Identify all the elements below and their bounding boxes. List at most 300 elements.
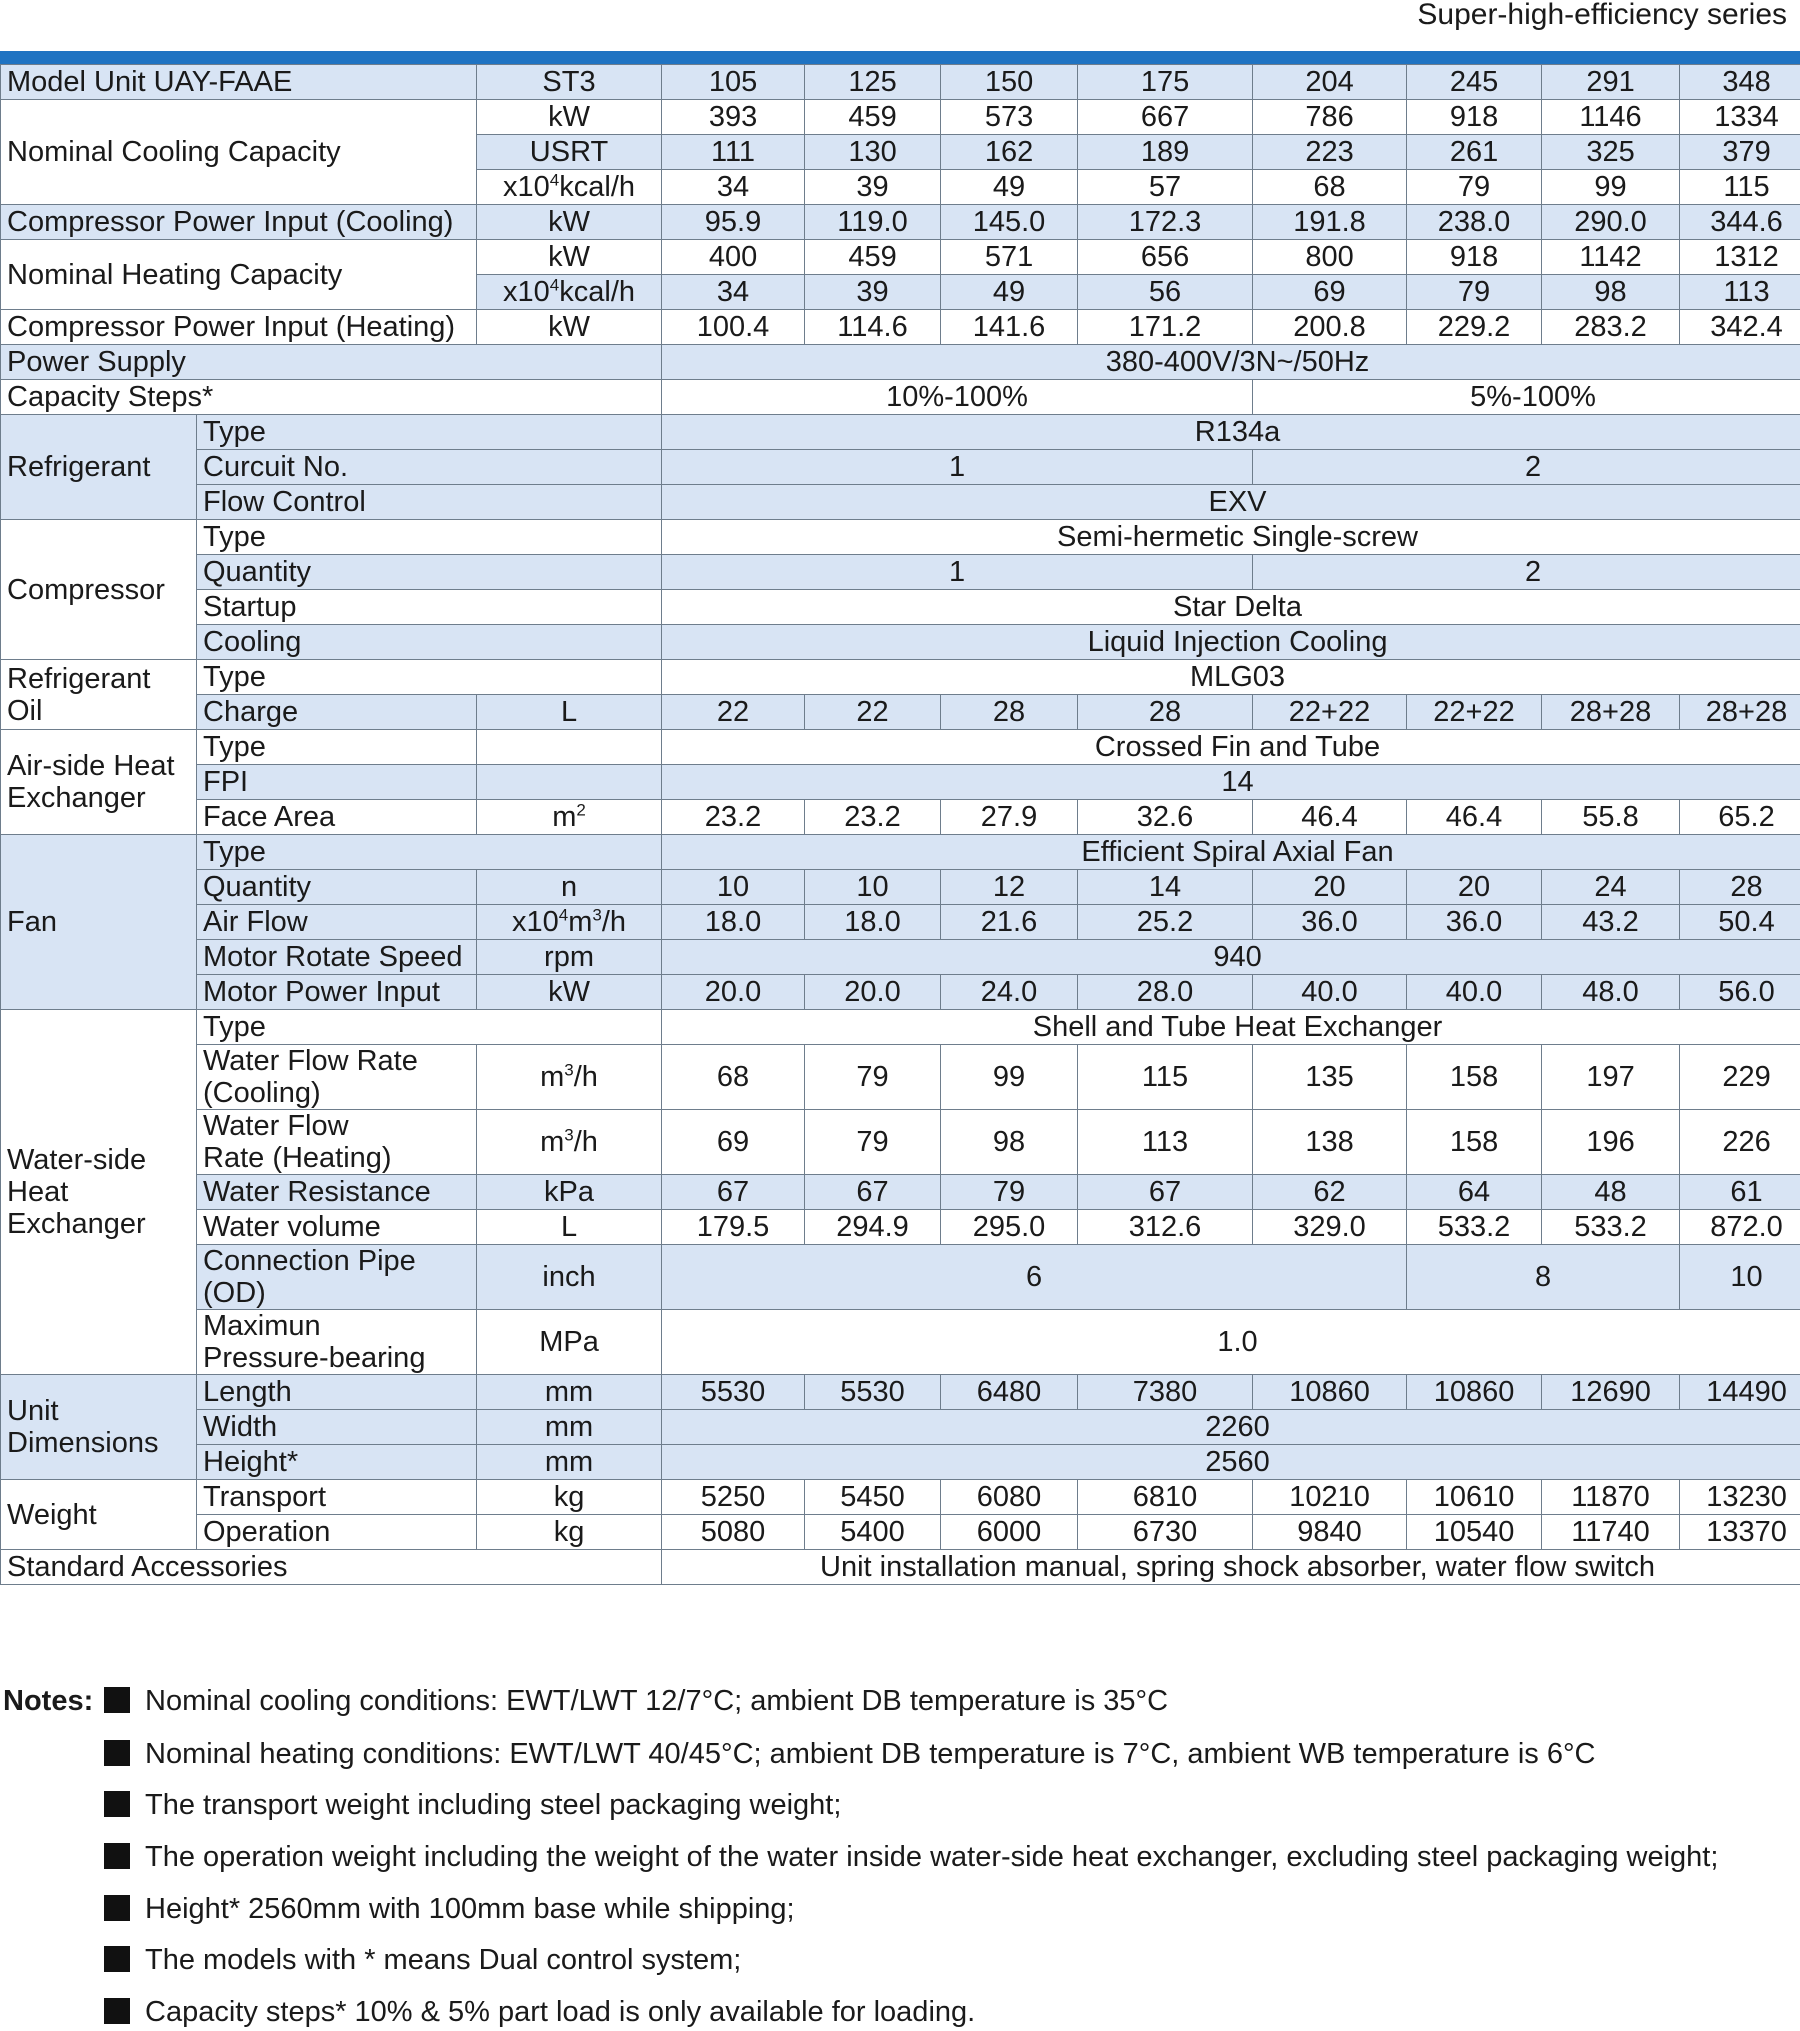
model-header: 204 — [1253, 65, 1407, 100]
value-cell: 5450 — [805, 1480, 941, 1515]
note-text: The models with * means Dual control system; — [145, 1944, 742, 1976]
value-cell: 8 — [1407, 1245, 1680, 1310]
unit-text: m — [552, 801, 577, 833]
value-cell: 325 — [1542, 135, 1680, 170]
unit-exponent: 3 — [564, 1060, 574, 1080]
value-cell: 24 — [1542, 870, 1680, 905]
value-cell: 283.2 — [1542, 310, 1680, 345]
table-row — [1, 485, 1800, 520]
sub-label: Quantity — [197, 870, 477, 905]
value-cell: 6810 — [1078, 1480, 1253, 1515]
value-cell: 10540 — [1407, 1515, 1542, 1550]
value-cell: 23.2 — [805, 800, 941, 835]
value-cell: 14 — [662, 765, 1800, 800]
unit-cell: kg — [477, 1515, 662, 1550]
bullet-square-icon — [104, 1843, 130, 1869]
sub-label — [197, 1045, 477, 1110]
notes-label: Notes: — [3, 1685, 94, 1717]
value-cell: 12690 — [1542, 1375, 1680, 1410]
value-cell: 918 — [1407, 240, 1542, 275]
value-cell: 573 — [941, 100, 1078, 135]
group-label — [1, 730, 197, 835]
row-label: Compressor Power Input (Heating) — [1, 310, 477, 345]
value-cell: 226 — [1680, 1110, 1800, 1175]
table-row — [1, 345, 1800, 380]
unit-cell: kW — [477, 240, 662, 275]
value-cell: 32.6 — [1078, 800, 1253, 835]
value-cell: 67 — [1078, 1175, 1253, 1210]
bullet-square-icon — [104, 1998, 130, 2024]
value-cell: 141.6 — [941, 310, 1078, 345]
value-cell: 5%-100% — [1253, 380, 1800, 415]
table-row — [1, 415, 1800, 450]
value-cell: 98 — [941, 1110, 1078, 1175]
value-cell: 7380 — [1078, 1375, 1253, 1410]
model-header: 175 — [1078, 65, 1253, 100]
table-row — [1, 765, 1800, 800]
label-line: Exchanger — [7, 1208, 146, 1240]
table-row — [1, 660, 1800, 695]
value-cell: 28+28 — [1680, 695, 1800, 730]
value-cell: 10 — [1680, 1245, 1800, 1310]
unit-cell: kW — [477, 975, 662, 1010]
value-cell: 40.0 — [1407, 975, 1542, 1010]
value-cell: 28 — [1680, 870, 1800, 905]
sub-label: Type — [197, 1010, 662, 1045]
table-row — [1, 240, 1800, 275]
value-cell: 79 — [1407, 275, 1542, 310]
table-row — [1, 1175, 1800, 1210]
value-cell: 24.0 — [941, 975, 1078, 1010]
value-cell: 12 — [941, 870, 1078, 905]
value-cell: 56.0 — [1680, 975, 1800, 1010]
unit-cell: kW — [477, 100, 662, 135]
value-cell: 34 — [662, 170, 805, 205]
group-label: Compressor — [1, 520, 197, 660]
value-cell: 459 — [805, 100, 941, 135]
value-cell: 1 — [662, 450, 1253, 485]
value-cell: 172.3 — [1078, 205, 1253, 240]
model-header: 150 — [941, 65, 1078, 100]
label-line: Dimensions — [7, 1427, 159, 1459]
table-row — [1, 1245, 1800, 1310]
sub-label: Length — [197, 1375, 477, 1410]
value-cell: 197 — [1542, 1045, 1680, 1110]
value-cell: 10860 — [1407, 1375, 1542, 1410]
unit-cell: inch — [477, 1245, 662, 1310]
value-cell: 9840 — [1253, 1515, 1407, 1550]
value-cell: 10%-100% — [662, 380, 1253, 415]
value-cell: 46.4 — [1253, 800, 1407, 835]
value-cell: 344.6 — [1680, 205, 1800, 240]
value-cell: 533.2 — [1407, 1210, 1542, 1245]
note-text: The transport weight including steel packaging weight; — [145, 1789, 842, 1821]
table-row — [1, 450, 1800, 485]
label-line: (OD) — [203, 1277, 266, 1309]
unit-cell — [477, 800, 662, 835]
value-cell: 223 — [1253, 135, 1407, 170]
value-cell: 68 — [1253, 170, 1407, 205]
value-cell: 342.4 — [1680, 310, 1800, 345]
unit-cell — [477, 1110, 662, 1175]
label-line: (Cooling) — [203, 1077, 321, 1109]
value-cell: 191.8 — [1253, 205, 1407, 240]
sub-label: Charge — [197, 695, 477, 730]
row-label: Compressor Power Input (Cooling) — [1, 205, 477, 240]
row-label: Standard Accessories — [1, 1550, 662, 1585]
value-cell: 22 — [805, 695, 941, 730]
table-row — [1, 1010, 1800, 1045]
value-cell: 571 — [941, 240, 1078, 275]
value-cell: 61 — [1680, 1175, 1800, 1210]
value-cell: 115 — [1680, 170, 1800, 205]
value-cell: 46.4 — [1407, 800, 1542, 835]
unit-exponent: 3 — [564, 1125, 574, 1145]
table-row — [1, 695, 1800, 730]
table-row — [1, 1045, 1800, 1110]
table-row — [1, 555, 1800, 590]
value-cell: 656 — [1078, 240, 1253, 275]
unit-text: m — [568, 906, 593, 938]
note-text: Capacity steps* 10% & 5% part load is only available for loading. — [145, 1996, 976, 2028]
value-cell: 22+22 — [1407, 695, 1542, 730]
value-cell: 200.8 — [1253, 310, 1407, 345]
sub-label: Cooling — [197, 625, 662, 660]
sub-label — [197, 1245, 477, 1310]
value-cell: 48 — [1542, 1175, 1680, 1210]
value-cell: 6480 — [941, 1375, 1078, 1410]
unit-cell: kW — [477, 310, 662, 345]
value-cell: 36.0 — [1253, 905, 1407, 940]
value-cell: 393 — [662, 100, 805, 135]
label-line: Water-side — [7, 1144, 147, 1176]
value-cell: 329.0 — [1253, 1210, 1407, 1245]
bullet-square-icon — [104, 1687, 130, 1713]
value-cell: Shell and Tube Heat Exchanger — [662, 1010, 1800, 1045]
value-cell: 79 — [941, 1175, 1078, 1210]
bullet-square-icon — [104, 1791, 130, 1817]
unit-cell: n — [477, 870, 662, 905]
unit-cell — [477, 905, 662, 940]
value-cell: 5080 — [662, 1515, 805, 1550]
unit-text: x10 — [503, 171, 550, 203]
header-bar — [0, 51, 1800, 64]
table-row — [1, 1550, 1800, 1585]
value-cell: 940 — [662, 940, 1800, 975]
row-label: Nominal Cooling Capacity — [1, 100, 477, 205]
unit-exponent: 3 — [592, 905, 602, 925]
value-cell: 18.0 — [662, 905, 805, 940]
value-cell: 2560 — [662, 1445, 1800, 1480]
value-cell: 55.8 — [1542, 800, 1680, 835]
label-line: Water Flow Rate — [203, 1045, 418, 1077]
group-label: Weight — [1, 1480, 197, 1550]
unit-exponent: 4 — [549, 275, 560, 295]
value-cell: 295.0 — [941, 1210, 1078, 1245]
table-row — [1, 1480, 1800, 1515]
sub-label: Air Flow — [197, 905, 477, 940]
value-cell: 113 — [1078, 1110, 1253, 1175]
table-row — [1, 205, 1800, 240]
value-cell: 68 — [662, 1045, 805, 1110]
model-header: 105 — [662, 65, 805, 100]
value-cell: 48.0 — [1542, 975, 1680, 1010]
value-cell: 2 — [1253, 450, 1800, 485]
sub-label: Type — [197, 835, 662, 870]
unit-cell: rpm — [477, 940, 662, 975]
table-row — [1, 310, 1800, 345]
unit-cell: kW — [477, 205, 662, 240]
label-line: Unit — [7, 1395, 59, 1427]
value-cell: 56 — [1078, 275, 1253, 310]
sub-label: Type — [197, 660, 662, 695]
value-cell: 62 — [1253, 1175, 1407, 1210]
value-cell: 312.6 — [1078, 1210, 1253, 1245]
value-cell: 28 — [941, 695, 1078, 730]
value-cell: Liquid Injection Cooling — [662, 625, 1800, 660]
value-cell: 22+22 — [1253, 695, 1407, 730]
sub-label: Height* — [197, 1445, 477, 1480]
table-row — [1, 835, 1800, 870]
value-cell: 171.2 — [1078, 310, 1253, 345]
value-cell: 6080 — [941, 1480, 1078, 1515]
sub-label: FPI — [197, 765, 477, 800]
model-header: 245 — [1407, 65, 1542, 100]
value-cell: 158 — [1407, 1045, 1542, 1110]
value-cell: 6730 — [1078, 1515, 1253, 1550]
value-cell: 229.2 — [1407, 310, 1542, 345]
value-cell: 189 — [1078, 135, 1253, 170]
spec-table — [0, 64, 1800, 1585]
value-cell: 238.0 — [1407, 205, 1542, 240]
sub-label: Flow Control — [197, 485, 662, 520]
group-label — [1, 1375, 197, 1480]
value-cell: 34 — [662, 275, 805, 310]
label-line: Rate (Heating) — [203, 1142, 392, 1174]
model-header: 348 — [1680, 65, 1800, 100]
value-cell: 23.2 — [662, 800, 805, 835]
value-cell: 11870 — [1542, 1480, 1680, 1515]
note-text: Nominal heating conditions: EWT/LWT 40/45°C; ambient DB temperature is 7°C, ambient WB temperature is 6°C — [145, 1738, 1596, 1770]
unit-text: /h — [573, 1061, 598, 1093]
label-line: Pressure-bearing — [203, 1342, 426, 1374]
value-cell: 39 — [805, 170, 941, 205]
unit-cell: kPa — [477, 1175, 662, 1210]
unit-cell: L — [477, 695, 662, 730]
value-cell: 800 — [1253, 240, 1407, 275]
sub-label: Water volume — [197, 1210, 477, 1245]
value-cell: 786 — [1253, 100, 1407, 135]
sub-label: Startup — [197, 590, 662, 625]
value-cell: 5250 — [662, 1480, 805, 1515]
value-cell: 1.0 — [662, 1310, 1800, 1375]
unit-text: kcal/h — [559, 276, 636, 308]
unit-text: /h — [573, 1126, 598, 1158]
value-cell: 13230 — [1680, 1480, 1800, 1515]
value-cell: 67 — [805, 1175, 941, 1210]
table-row — [1, 590, 1800, 625]
value-cell: 533.2 — [1542, 1210, 1680, 1245]
value-cell: Crossed Fin and Tube — [662, 730, 1800, 765]
unit-text: m — [540, 1061, 565, 1093]
sub-label: Operation — [197, 1515, 477, 1550]
table-row — [1, 1375, 1800, 1410]
value-cell: 1146 — [1542, 100, 1680, 135]
unit-text: x10 — [511, 906, 559, 938]
value-cell: EXV — [662, 485, 1800, 520]
unit-cell: kg — [477, 1480, 662, 1515]
series-title: Super-high-efficiency series — [1417, 0, 1787, 31]
value-cell: 119.0 — [805, 205, 941, 240]
table-row — [1, 940, 1800, 975]
value-cell: 1312 — [1680, 240, 1800, 275]
row-label: Capacity Steps* — [1, 380, 662, 415]
note-text: The operation weight including the weight of the water inside water-side heat exchanger, excluding steel packaging weight; — [145, 1841, 1719, 1873]
unit-cell: mm — [477, 1445, 662, 1480]
value-cell: 111 — [662, 135, 805, 170]
unit-cell — [477, 730, 662, 765]
value-cell: 1 — [662, 555, 1253, 590]
table-row — [1, 975, 1800, 1010]
value-cell: 79 — [805, 1110, 941, 1175]
value-cell: 379 — [1680, 135, 1800, 170]
row-label: Nominal Heating Capacity — [1, 240, 477, 310]
value-cell: 667 — [1078, 100, 1253, 135]
table-row — [1, 1310, 1800, 1375]
value-cell: 179.5 — [662, 1210, 805, 1245]
value-cell: 5530 — [805, 1375, 941, 1410]
model-label: Model Unit UAY-FAAE — [1, 65, 477, 100]
value-cell: 918 — [1407, 100, 1542, 135]
unit-text: m — [540, 1126, 565, 1158]
table-row — [1, 65, 1800, 100]
value-cell: 400 — [662, 240, 805, 275]
table-row — [1, 1515, 1800, 1550]
unit-exponent: 2 — [576, 800, 586, 820]
note-text: Nominal cooling conditions: EWT/LWT 12/7°C; ambient DB temperature is 35°C — [145, 1685, 1169, 1717]
value-cell: 14490 — [1680, 1375, 1800, 1410]
value-cell: 39 — [805, 275, 941, 310]
table-row — [1, 625, 1800, 660]
table-row — [1, 1210, 1800, 1245]
value-cell: Unit installation manual, spring shock absorber, water flow switch — [662, 1550, 1800, 1585]
sub-label: Motor Power Input — [197, 975, 477, 1010]
table-row — [1, 100, 1800, 135]
label-line: Air-side Heat — [7, 750, 175, 782]
sub-label: Motor Rotate Speed — [197, 940, 477, 975]
model-header: 125 — [805, 65, 941, 100]
label-line: Exchanger — [7, 782, 146, 814]
value-cell: 11740 — [1542, 1515, 1680, 1550]
value-cell: 28+28 — [1542, 695, 1680, 730]
value-cell: R134a — [662, 415, 1800, 450]
value-cell: 2 — [1253, 555, 1800, 590]
value-cell: 229 — [1680, 1045, 1800, 1110]
table-row — [1, 1445, 1800, 1480]
value-cell: Semi-hermetic Single-screw — [662, 520, 1800, 555]
table-row — [1, 1110, 1800, 1175]
group-label — [1, 1010, 197, 1375]
group-label — [1, 660, 197, 730]
unit-cell: L — [477, 1210, 662, 1245]
value-cell: 28.0 — [1078, 975, 1253, 1010]
value-cell: 113 — [1680, 275, 1800, 310]
value-cell: 21.6 — [941, 905, 1078, 940]
unit-exponent: 4 — [549, 170, 560, 190]
value-cell: 261 — [1407, 135, 1542, 170]
unit-text: kcal/h — [559, 171, 636, 203]
value-cell: 130 — [805, 135, 941, 170]
table-row — [1, 905, 1800, 940]
value-cell: 380-400V/3N~/50Hz — [662, 345, 1800, 380]
sub-label — [197, 1310, 477, 1375]
value-cell: 40.0 — [1253, 975, 1407, 1010]
value-cell: 14 — [1078, 870, 1253, 905]
value-cell: 25.2 — [1078, 905, 1253, 940]
value-cell: Star Delta — [662, 590, 1800, 625]
value-cell: 162 — [941, 135, 1078, 170]
value-cell: 20 — [1253, 870, 1407, 905]
unit-cell — [477, 765, 662, 800]
value-cell: 28 — [1078, 695, 1253, 730]
value-cell: 6000 — [941, 1515, 1078, 1550]
value-cell: 5400 — [805, 1515, 941, 1550]
sub-label: Quantity — [197, 555, 662, 590]
sub-label: Face Area — [197, 800, 477, 835]
value-cell: 69 — [1253, 275, 1407, 310]
unit-text: x10 — [503, 276, 550, 308]
bullet-square-icon — [104, 1740, 130, 1766]
sub-label: Curcuit No. — [197, 450, 662, 485]
value-cell: 69 — [662, 1110, 805, 1175]
label-line: Connection Pipe — [203, 1245, 416, 1277]
value-cell: 872.0 — [1680, 1210, 1800, 1245]
value-cell: 20.0 — [662, 975, 805, 1010]
table-row — [1, 800, 1800, 835]
group-label: Fan — [1, 835, 197, 1010]
sub-label — [197, 1110, 477, 1175]
value-cell: 67 — [662, 1175, 805, 1210]
value-cell: 49 — [941, 275, 1078, 310]
group-label: Refrigerant — [1, 415, 197, 520]
value-cell: 50.4 — [1680, 905, 1800, 940]
table-row — [1, 730, 1800, 765]
value-cell: 13370 — [1680, 1515, 1800, 1550]
value-cell: 290.0 — [1542, 205, 1680, 240]
value-cell: 138 — [1253, 1110, 1407, 1175]
bullet-square-icon — [104, 1895, 130, 1921]
table-row — [1, 1410, 1800, 1445]
table-row — [1, 380, 1800, 415]
value-cell: 294.9 — [805, 1210, 941, 1245]
sub-label: Width — [197, 1410, 477, 1445]
value-cell: 10 — [805, 870, 941, 905]
model-unit: ST3 — [477, 65, 662, 100]
value-cell: 79 — [1407, 170, 1542, 205]
value-cell: MLG03 — [662, 660, 1800, 695]
value-cell: 196 — [1542, 1110, 1680, 1175]
sub-label: Transport — [197, 1480, 477, 1515]
sub-label: Type — [197, 415, 662, 450]
value-cell: 99 — [1542, 170, 1680, 205]
value-cell: 79 — [805, 1045, 941, 1110]
value-cell: Efficient Spiral Axial Fan — [662, 835, 1800, 870]
value-cell: 95.9 — [662, 205, 805, 240]
value-cell: 64 — [1407, 1175, 1542, 1210]
value-cell: 20 — [1407, 870, 1542, 905]
value-cell: 10610 — [1407, 1480, 1542, 1515]
sub-label: Type — [197, 520, 662, 555]
